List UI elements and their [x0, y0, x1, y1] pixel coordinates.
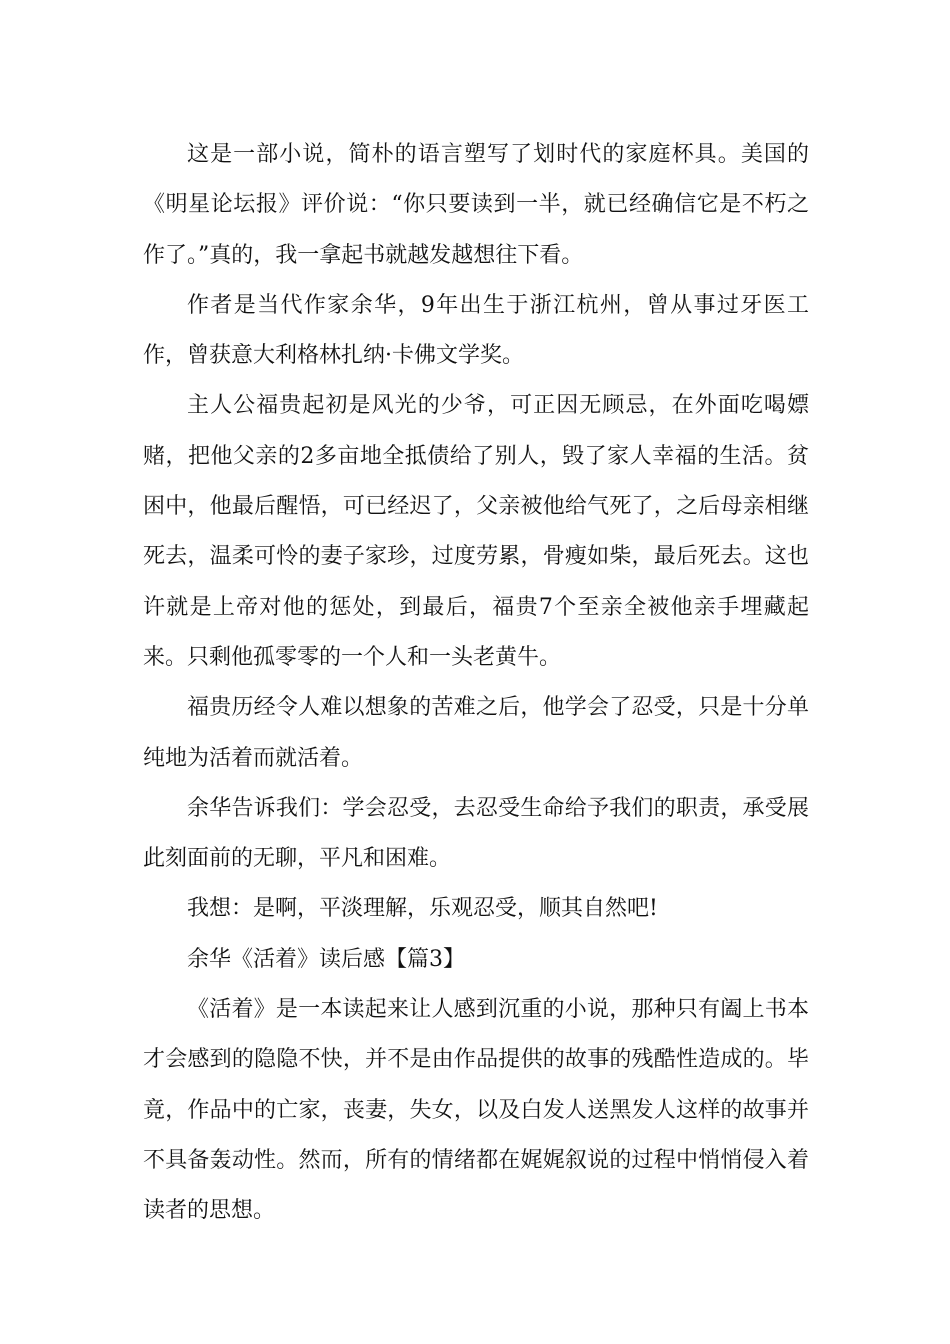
paragraph-essay3: 《活着》是一本读起来让人感到沉重的小说，那种只有阖上书本才会感到的隐隐不快，并不是由作品提供的故事的残酷性造成的。毕竟，作品中的亡家，丧妻，失女，以及白发人送黑发人这样的故事并不具备轰动性。然而，所有的情绪都在娓娓叙说的过程中悄悄侵入着读者的思想。: [143, 997, 809, 1224]
document-body: [143, 130, 809, 1237]
paragraph-endurance: 福贵历经令人难以想象的苦难之后，他学会了忍受，只是十分单纯地为活着而就活着。: [143, 695, 809, 771]
paragraph-plot: 主人公福贵起初是风光的少爷，可正因无顾忌，在外面吃喝嫖赌，把他父亲的2多亩地全抵债给了别人，毁了家人幸福的生活。贫困中，他最后醒悟，可已经迟了，父亲被他给气死了，之后母亲相继死去，温柔可怜的妻子家珍，过度劳累，骨瘦如柴，最后死去。这也许就是上帝对他的惩处，到最后，福贵7个至亲全被他亲手埋藏起来。只剩他孤零零的一个人和一头老黄牛。: [143, 393, 809, 670]
paragraph-reflection: 我想：是啊，平淡理解，乐观忍受，顺其自然吧!: [187, 896, 658, 922]
paragraph-lesson: 余华告诉我们：学会忍受，去忍受生命给予我们的职责，承受展此刻面前的无聊，平凡和困难。: [143, 795, 809, 872]
section-heading: 余华《活着》读后感【篇3】: [187, 946, 465, 972]
paragraph-intro: 这是一部小说，简朴的语言塑写了划时代的家庭杯具。美国的《明星论坛报》评价说：“你只要读到一半，就已经确信它是不朽之作了。”真的，我一拿起书就越发越想往下看。: [143, 142, 809, 268]
paragraph-author: 作者是当代作家余华，9年出生于浙江杭州，曾从事过牙医工作，曾获意大利格林扎纳·卡佛文学奖。: [143, 292, 809, 369]
